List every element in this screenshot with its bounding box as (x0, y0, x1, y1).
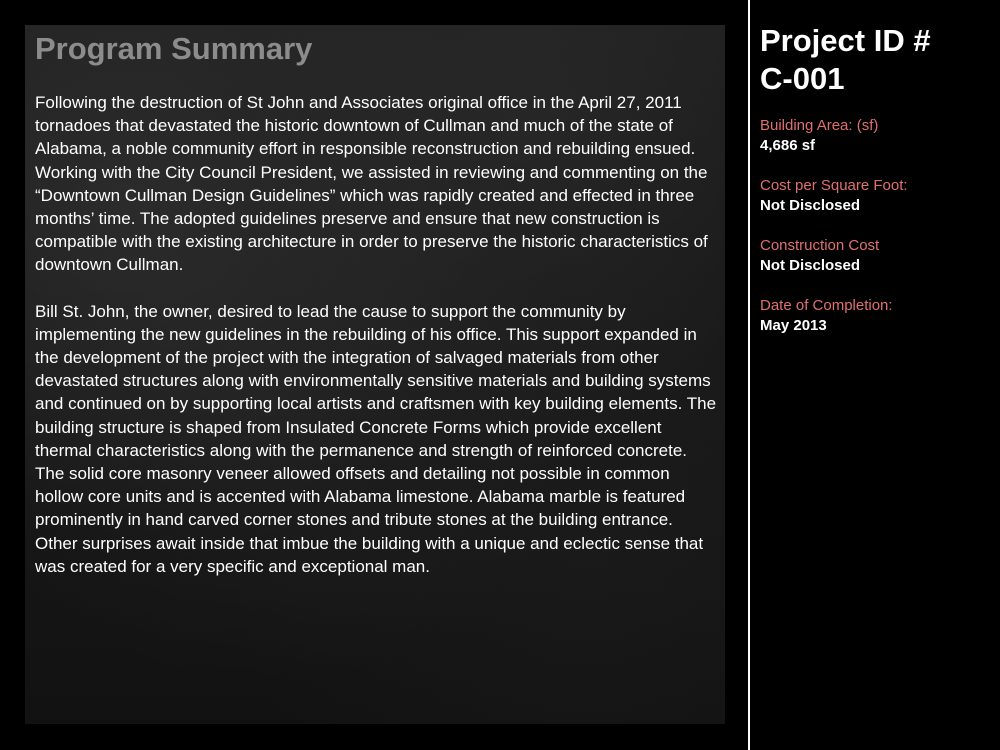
building-area-value: 4,686 sf (760, 137, 816, 154)
program-summary-title: Program Summary (35, 31, 313, 66)
cost-per-square-foot-info (760, 176, 995, 216)
project-id-heading (760, 22, 995, 98)
vertical-divider (748, 0, 750, 750)
construction-cost-value: Not Disclosed (760, 257, 861, 274)
project-info-panel (760, 22, 995, 336)
summary-paragraph: Following the destruction of St John and Associates original office in the April 27, 2011 tornadoes that devastated the historic downtown of Cullman and much of the state of Alabama, a noble community effort in responsible reconstruction and rebuilding ensued. Working with the City Council President, we assisted in reviewing and commenting on the “Downtown Cullman Design Guidelines” which was rapidly created and effected in three months’ time. The adopted guidelines preserve and ensure that new construction is compatible with the existing architecture in order to preserve the historic characteristics of downtown Cullman. (35, 93, 708, 275)
date-of-completion-label: Date of Completion: (760, 297, 893, 314)
cost-per-square-foot-value: Not Disclosed (760, 197, 861, 214)
building-area-info (760, 116, 995, 156)
project-id-value: C-001 (760, 61, 845, 96)
construction-cost-info (760, 236, 995, 276)
date-of-completion-info (760, 296, 995, 336)
project-id-label: Project ID # (760, 23, 931, 58)
program-summary-panel (25, 25, 725, 724)
building-area-label: Building Area: (sf) (760, 117, 879, 134)
cost-per-square-foot-label: Cost per Square Foot: (760, 177, 908, 194)
summary-paragraph: Bill St. John, the owner, desired to lead the cause to support the community by implementing the new guidelines in the rebuilding of his office. This support expanded in the development of the project with the integration of salvaged materials from other devastated structures along with environmentally sensitive materials and building systems and continued on by supporting local artists and craftsmen with key building elements. The building structure is shaped from Insulated Concrete Forms which provide excellent thermal characteristics along with the permanence and strength of reinforced concrete. The solid core masonry veneer allowed offsets and detailing not possible in common hollow core units and is accented with Alabama limestone. Alabama marble is featured prominently in hand carved corner stones and tribute stones at the building entrance. Other surprises await inside that imbue the building with a unique and eclectic sense that was created for a very specific and exceptional man. (35, 301, 717, 576)
construction-cost-label: Construction Cost (760, 237, 880, 254)
date-of-completion-value: May 2013 (760, 317, 827, 334)
program-summary-body (35, 91, 720, 601)
